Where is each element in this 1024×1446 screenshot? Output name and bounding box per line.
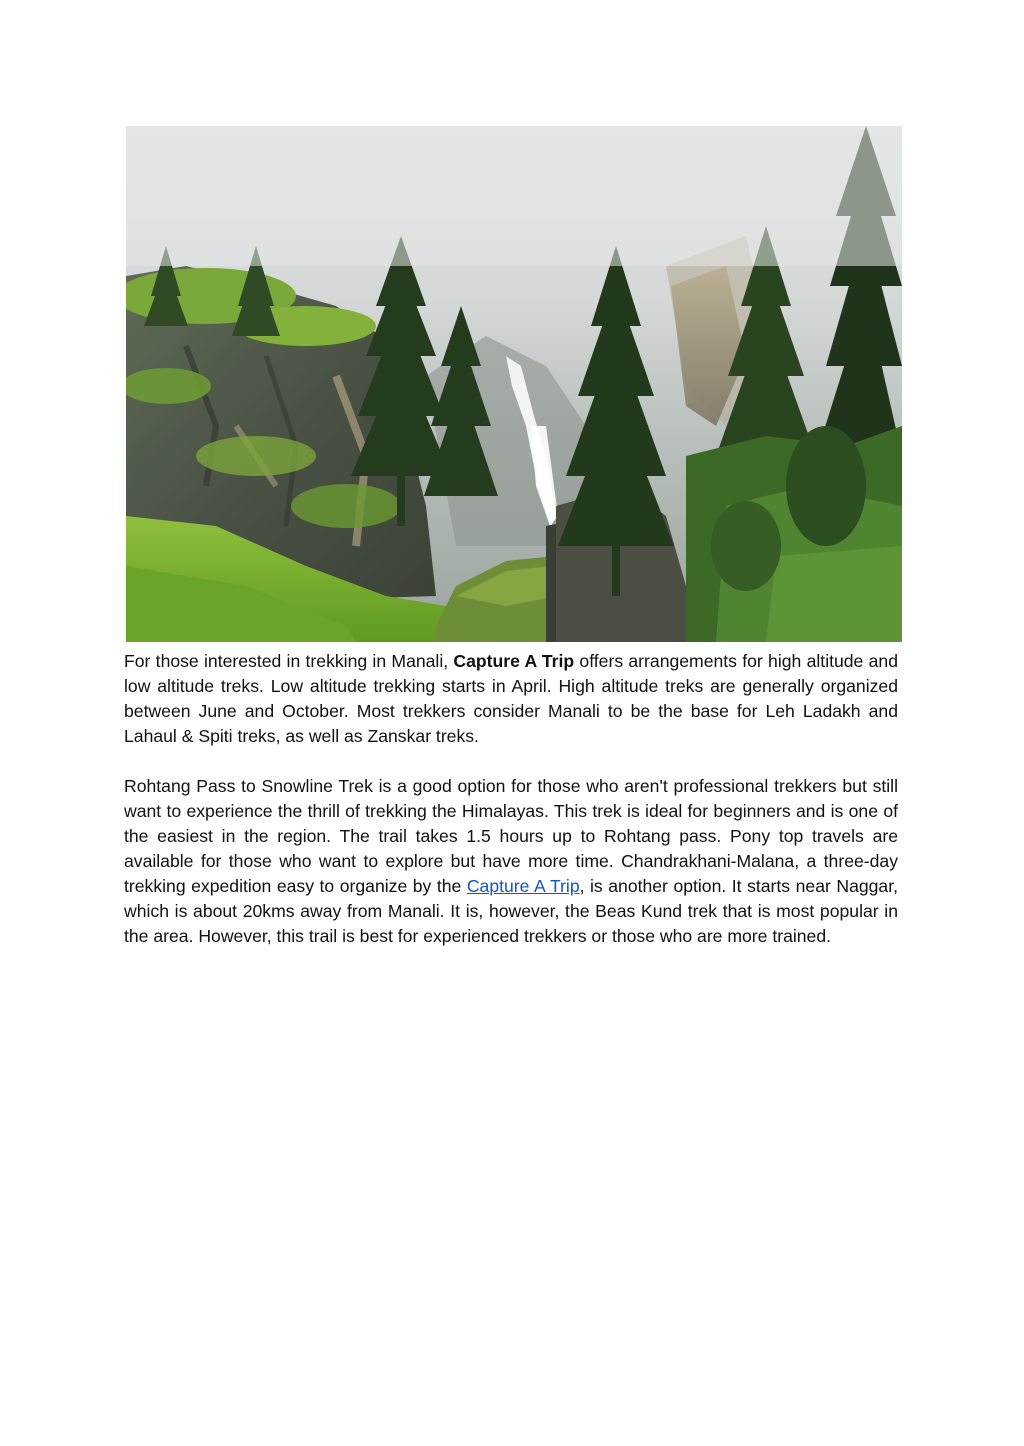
paragraph-intro [124, 649, 898, 749]
paragraph-rohtang [124, 774, 898, 949]
paragraph-rohtang-text-start: Rohtang Pass to Snowline Trek is a good option for those who aren't professional trekkers but still want to experience the thrill of trekking the Himalayas. This trek is ideal for beginners and is one of the easiest in the region. The trail takes 1.5 hours up to Rohtang pass. Pony top travels are available for those who want to explore but have more time. Chandrakhani-Malana, a three-day trekking expedition easy to organize by the [124, 776, 898, 896]
capture-a-trip-link[interactable]: Capture A Trip [466, 876, 580, 896]
capture-a-trip-bold: Capture A Trip [453, 651, 575, 671]
mountain-waterfall-photo [126, 126, 902, 642]
paragraph-intro-text-start: For those interested in trekking in Manali, [124, 651, 454, 671]
paragraph-intro-text-end: offers arrangements for high altitude and low altitude treks. Low altitude trekking starts in April. High altitude treks are generally organized between June and October. Most trekkers consider Manali to be the base for Leh Ladakh and Lahaul & Spiti treks, as well as Zanskar treks. [124, 651, 898, 746]
paragraph-rohtang-text-end: , is another option. It starts near Naggar, which is about 20kms away from Manali. It is, however, the Beas Kund trek that is most popular in the area. However, this trail is best for experienced trekkers or those who are more trained. [124, 876, 898, 946]
